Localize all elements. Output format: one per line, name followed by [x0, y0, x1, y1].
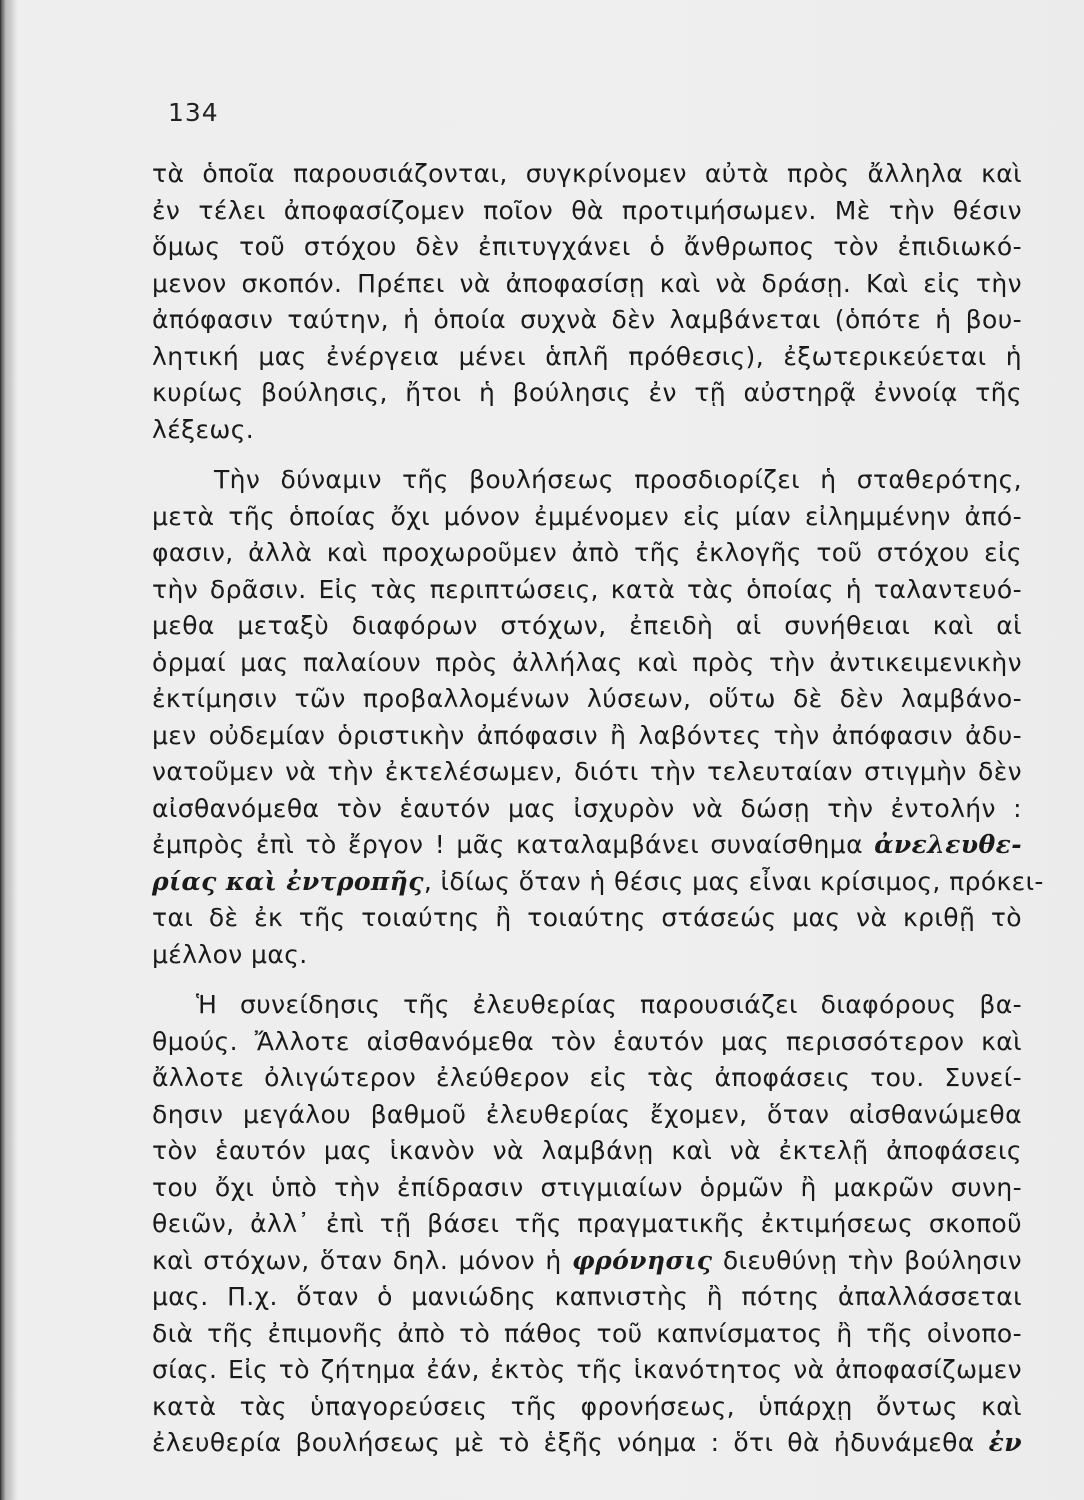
text-line: ἐκτίμησιν τῶν προβαλλομένων λύσεων, οὕτω δὲ δὲν λαμβάνο-	[152, 684, 1022, 713]
text-line: διὰ τῆς ἐπιμονῆς ἀπὸ τὸ πάθος τοῦ καπνίσματος ἢ τῆς οἰνοπο-	[152, 1318, 1022, 1348]
body-text	[152, 156, 1044, 1462]
emphasized-term: ἀνελευθε-	[874, 830, 1022, 859]
text-line: τὴν δρᾶσιν. Εἰς τὰς περιπτώσεις, κατὰ τὰς ὁποίας ἡ ταλαντευό-	[152, 574, 1022, 604]
text-line: λητική μας ἐνέργεια μένει ἁπλῆ πρόθεσις), ἐξωτερικεύεται ἡ	[152, 341, 1022, 371]
text-line: αἰσθανόμεθα τὸν ἑαυτόν μας ἰσχυρὸν νὰ δώσῃ τὴν ἐντολήν :	[152, 793, 1022, 823]
text-line: μεν οὐδεμίαν ὁριστικὴν ἀπόφασιν ἢ λαβόντες τὴν ἀπόφασιν ἀδυ-	[152, 720, 1022, 750]
text-line: ται δὲ ἐκ τῆς τοιαύτης ἢ τοιαύτης στάσεώς μας νὰ κριθῇ τὸ	[152, 903, 1022, 932]
text-line	[152, 827, 1022, 864]
text-segment: διευθύνῃ τὴν βούλησιν	[712, 1245, 1022, 1275]
text-line: τὸν ἑαυτόν μας ἱκανὸν νὰ λαμβάνῃ καὶ νὰ ἐκτελῇ ἀποφάσεις	[152, 1136, 1022, 1165]
text-line: Ἡ συνείδησις τῆς ἐλευθερίας παρουσιάζει διαφόρους βα-	[196, 990, 1022, 1019]
text-line: σίας. Εἰς τὸ ζήτημα ἐάν, ἐκτὸς τῆς ἱκανότητος νὰ ἀποφασίζωμεν	[152, 1355, 1022, 1384]
text-line: νατοῦμεν νὰ τὴν ἐκτελέσωμεν, διότι τὴν τελευταίαν στιγμὴν δὲν	[152, 757, 1022, 786]
text-line: Τὴν δύναμιν τῆς βουλήσεως προσδιορίζει ἡ σταθερότης,	[214, 465, 1022, 494]
paragraph-gap	[152, 448, 1022, 462]
text-segment: ἐμπρὸς ἐπὶ τὸ ἔργον ! μᾶς καταλαμβάνει συναίσθημα	[152, 830, 863, 859]
text-line: μεθα μεταξὺ διαφόρων στόχων, ἐπειδὴ αἱ συνήθειαι καὶ αἱ	[152, 611, 1022, 640]
text-line: δησιν μεγάλου βαθμοῦ ἐλευθερίας ἔχομεν, ὅταν αἰσθανώμεθα	[152, 1099, 1022, 1129]
text-line: τὰ ὁποῖα παρουσιάζονται, συγκρίνομεν αὐτὰ πρὸς ἄλληλα καὶ	[152, 159, 1022, 188]
text-line: λέξεως.	[152, 414, 255, 444]
text-line: ὁρμαί μας παλαίουν πρὸς ἀλλήλας καὶ πρὸς τὴν ἀντικειμενικὴν	[152, 647, 1022, 677]
text-line	[152, 1243, 1022, 1280]
text-line: ἐν τέλει ἀποφασίζομεν ποῖον θὰ προτιμήσωμεν. Μὲ τὴν θέσιν	[152, 195, 1022, 225]
text-line: μας. Π.χ. ὅταν ὁ μανιώδης καπνιστὴς ἢ πότης ἀπαλλάσσεται	[152, 1282, 1022, 1311]
text-line: ὅμως τοῦ στόχου δὲν ἐπιτυγχάνει ὁ ἄνθρωπος τὸν ἐπιδιωκό-	[152, 232, 1022, 261]
text-line: μενον σκοπόν. Πρέπει νὰ ἀποφασίσῃ καὶ νὰ δράσῃ. Καὶ εἰς τὴν	[152, 268, 1022, 298]
text-line: θειῶν, ἀλλ᾽ ἐπὶ τῇ βάσει τῆς πραγματικῆς ἐκτιμήσεως σκοποῦ	[152, 1209, 1022, 1238]
text-segment: καὶ στόχων, ὅταν δηλ. μόνον ἡ	[152, 1245, 573, 1275]
page-number: 134	[168, 98, 219, 127]
text-line: φασιν, ἀλλὰ καὶ προχωροῦμεν ἀπὸ τῆς ἐκλογῆς τοῦ στόχου εἰς	[152, 538, 1022, 567]
text-line: ἀπόφασιν ταύτην, ἡ ὁποία συχνὰ δὲν λαμβάνεται (ὁπότε ἡ βου-	[152, 305, 1022, 334]
text-line: κυρίως βούλησις, ἤτοι ἡ βούλησις ἐν τῇ αὐστηρᾷ ἐννοίᾳ τῆς	[152, 378, 1022, 407]
text-line: ἄλλοτε ὀλιγώτερον ἐλεύθερον εἰς τὰς ἀποφάσεις του. Συνεί-	[152, 1063, 1022, 1092]
text-segment: ἐλευθερία βουλήσεως μὲ τὸ ἑξῆς νόημα : ὅτι θὰ ἠδυνάμεθα	[152, 1428, 989, 1457]
emphasized-term: ρίας καὶ ἐντροπῆς	[152, 866, 424, 896]
text-line: κατὰ τὰς ὑπαγορεύσεις τῆς φρονήσεως, ὑπάρχῃ ὄντως καὶ	[152, 1391, 1022, 1421]
paragraph-gap	[152, 973, 1022, 987]
text-line: μετὰ τῆς ὁποίας ὄχι μόνον ἐμμένομεν εἰς μίαν εἰλημμένην ἀπό-	[152, 501, 1022, 531]
text-line: μέλλον μας.	[152, 939, 308, 969]
page-binding-shadow	[0, 0, 18, 1500]
text-line: θμούς. Ἄλλοτε αἰσθανόμεθα τὸν ἑαυτόν μας περισσότερον καὶ	[152, 1026, 1022, 1056]
text-segment: , ἰδίως ὅταν ἡ θέσις μας εἶναι κρίσιμος, πρόκει-	[423, 866, 1044, 896]
text-line	[152, 864, 1044, 901]
emphasized-term: ἐν	[988, 1428, 1022, 1457]
text-line: του ὄχι ὑπὸ τὴν ἐπίδρασιν στιγμιαίων ὁρμῶν ἢ μακρῶν συνη-	[152, 1172, 1022, 1202]
text-line	[152, 1425, 1022, 1462]
emphasized-term: φρόνησις	[572, 1245, 713, 1275]
